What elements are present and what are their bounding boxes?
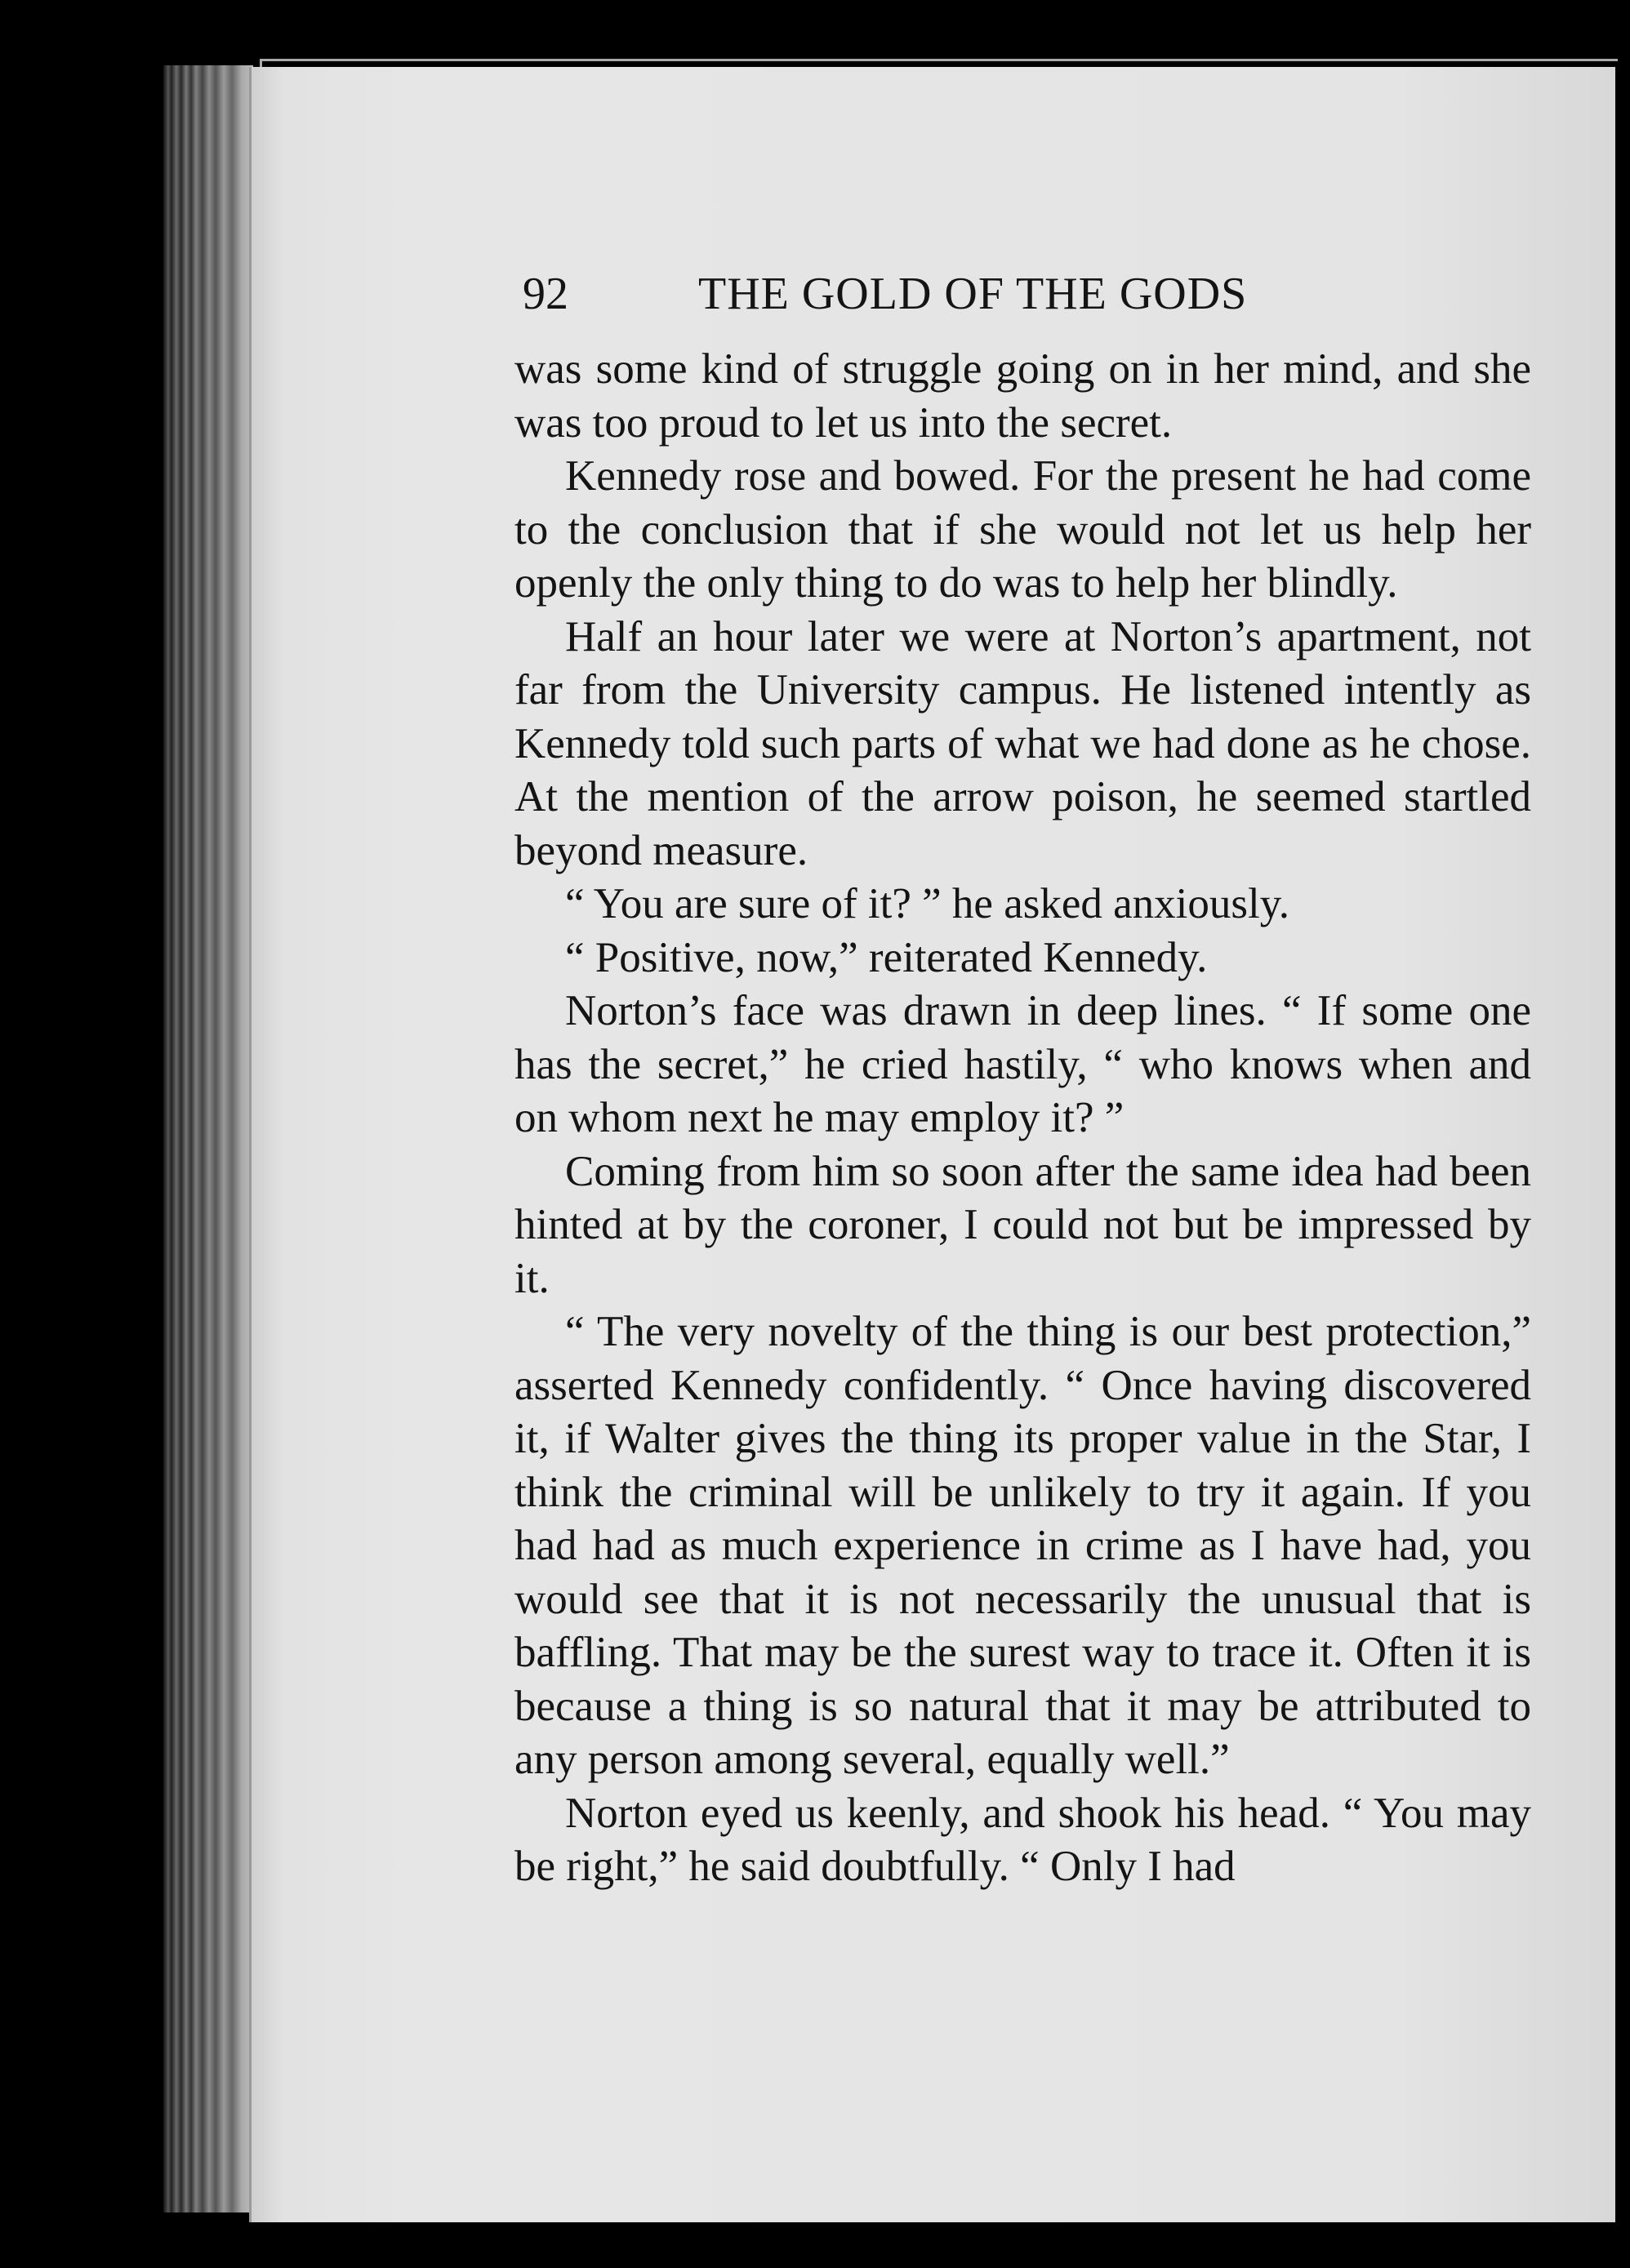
body-text bbox=[514, 343, 1531, 1894]
paragraph: Norton’s face was drawn in deep lines. “ If some one has the secret,” he cried hastily, “ who knows when and on whom next he may employ it? ” bbox=[514, 987, 1531, 1141]
paragraph: Half an hour later we were at Norton’s apartment, not far from the University campus. He listened intently as Kennedy told such parts of what we had done as he chose. At the mention of the arrow poison, he seemed startled beyond measure. bbox=[514, 612, 1531, 874]
paragraph: was some kind of struggle going on in her mind, and she was too proud to let us into the secret. bbox=[514, 345, 1531, 447]
page-number: 92 bbox=[523, 269, 568, 319]
running-title: THE GOLD OF THE GODS bbox=[698, 269, 1248, 319]
paragraph: “ Positive, now,” reiterated Kennedy. bbox=[565, 933, 1208, 981]
paragraph: “ The very novelty of the thing is our best protection,” asserted Kennedy confidently. “ Once having discovered it, if Walter gives the thing its proper value in the Star, I think the criminal will be unlikely to try it again. If you had had as much experience in crime as I have had, you would see that it is not necessarily the unusual that is baffling. That may be the surest way to trace it. Often it is because a thing is so natural that it may be attributed to any person among several, equally well.” bbox=[514, 1308, 1531, 1783]
page-edges bbox=[163, 65, 253, 2212]
running-header bbox=[523, 261, 1372, 327]
paragraph: “ You are sure of it? ” he asked anxiously. bbox=[565, 880, 1290, 927]
paragraph: Norton eyed us keenly, and shook his head. “ You may be right,” he said doubtfully. “ Only I had bbox=[514, 1789, 1531, 1890]
paragraph: Coming from him so soon after the same idea had been hinted at by the coroner, I could not but be impressed by it. bbox=[514, 1147, 1531, 1302]
paragraph: Kennedy rose and bowed. For the present he had come to the conclusion that if she would not let us help her openly the only thing to do was to help her blindly. bbox=[514, 452, 1531, 607]
